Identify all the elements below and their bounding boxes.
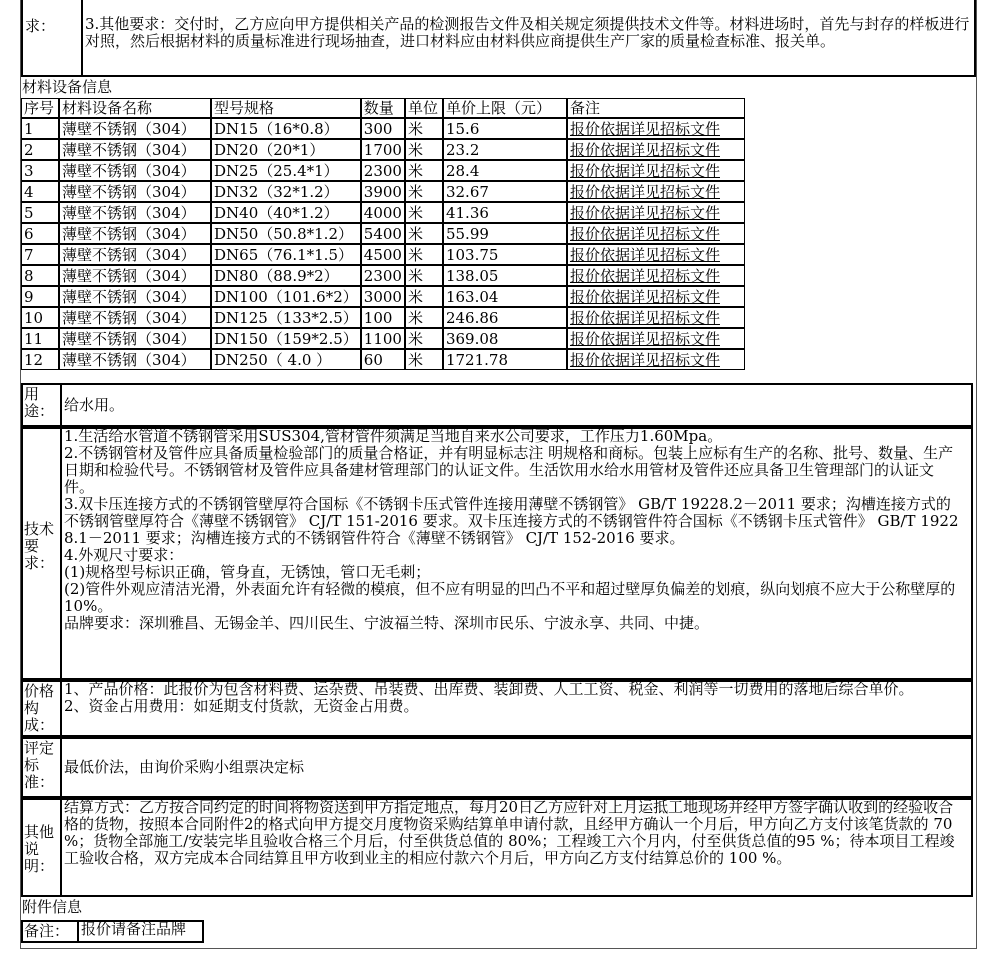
row-index: 4 [21,181,59,202]
remark-value-cell [77,920,204,943]
row-index: 12 [21,349,59,370]
row-unit: 米 [405,349,443,370]
row-index: 8 [21,265,59,286]
row-spec: DN125（133*2.5） [211,307,361,328]
row-note-link[interactable]: 报价依据详见招标文件 [567,118,745,139]
usage-section [21,383,973,427]
header-name: 材料设备名称 [59,98,211,118]
row-name: 薄壁不锈钢（304） [59,223,211,244]
materials-title: 材料设备信息 [22,78,113,96]
other-notes-cell [60,798,973,897]
attachment-title: 附件信息 [22,898,83,916]
row-qty: 100 [361,307,405,328]
remark-label: 备注： [24,922,70,940]
row-price: 103.75 [443,244,567,265]
row-name: 薄壁不锈钢（304） [59,244,211,265]
row-spec: DN15（16*0.8） [211,118,361,139]
tech-requirements-section [21,427,973,680]
row-unit: 米 [405,160,443,181]
price-line: 1、产品价格：此报价为包含材料费、运杂费、吊装费、出库费、装卸费、人工工资、税金、利润等一切费用的落地后综合单价。 [64,680,914,698]
row-price: 32.67 [443,181,567,202]
row-note-link[interactable]: 报价依据详见招标文件 [567,181,745,202]
row-name: 薄壁不锈钢（304） [59,349,211,370]
row-unit: 米 [405,181,443,202]
row-spec: DN25（25.4*1） [211,160,361,181]
header-index: 序号 [21,98,59,118]
other-requirements-text: 3.其他要求：交付时，乙方应向甲方提供相关产品的检测报告文件及相关规定须提供技术文件等。材料进场时，首先与封存的样板进行对照，然后根据材料的质量标准进行现场抽查，进口材料应由材料供应商提供生产厂家的质量检查标准、报关单。 [85,15,970,50]
table-row [21,181,745,202]
usage-text: 给水用。 [64,396,125,414]
row-price: 138.05 [443,265,567,286]
row-spec: DN40（40*1.2） [211,202,361,223]
row-note-link[interactable]: 报价依据详见招标文件 [567,307,745,328]
row-note-link[interactable]: 报价依据详见招标文件 [567,223,745,244]
row-unit: 米 [405,118,443,139]
row-note-link[interactable]: 报价依据详见招标文件 [567,328,745,349]
row-qty: 1100 [361,328,405,349]
table-row [21,286,745,307]
row-qty: 60 [361,349,405,370]
table-row [21,223,745,244]
row-price: 28.4 [443,160,567,181]
row-price: 55.99 [443,223,567,244]
row-name: 薄壁不锈钢（304） [59,265,211,286]
price-line: 2、资金占用费用：如延期支付货款，无资金占用费。 [64,697,419,715]
row-note-link[interactable]: 报价依据详见招标文件 [567,286,745,307]
row-qty: 1700 [361,139,405,160]
row-spec: DN32（32*1.2） [211,181,361,202]
row-index: 5 [21,202,59,223]
row-name: 薄壁不锈钢（304） [59,118,211,139]
row-price: 15.6 [443,118,567,139]
tech-line: 2.不锈钢管材及管件应具备质量检验部门的质量合格证，并有明显标志注 明规格和商标。包装上应标有生产的名称、批号、数量、生产日期和检验代号。不锈钢管材及管件应具备建材管理部门的认证文件。生活饮用水给水用管材及管件还应具备卫生管理部门的认证文件。 [64,444,954,496]
row-note-link[interactable]: 报价依据详见招标文件 [567,160,745,181]
price-composition-text [64,681,966,715]
header-unit: 单位 [405,98,443,118]
row-price: 163.04 [443,286,567,307]
header-spec: 型号规格 [211,98,361,118]
row-unit: 米 [405,307,443,328]
price-composition-label: 价格构成： [24,682,55,734]
row-name: 薄壁不锈钢（304） [59,160,211,181]
evaluation-standard-label: 评定标准： [24,739,55,791]
other-notes-section [21,798,973,897]
row-price: 369.08 [443,328,567,349]
row-index: 10 [21,307,59,328]
row-unit: 米 [405,328,443,349]
row-spec: DN65（76.1*1.5） [211,244,361,265]
header-note: 备注 [567,98,745,118]
row-spec: DN80（88.9*2） [211,265,361,286]
other-notes-text: 结算方式：乙方按合同约定的时间将物资送到甲方指定地点，每月20日乙方应针对上月运抵工地现场并经甲方签字确认收到的经验收合格的货物，按照本合同附件2的格式向甲方提交月度物资采购结算单申请付款，且经甲方确认一个月后，甲方向乙方支付该笔货款的 70 %；货物全部施工/安装完毕且验收合格三个月后，付至供货总值的 80%；工程竣工六个月内，付至供货总值的95 %；待本项目工程竣工验收合格，双方完成本合同结算且甲方收到业主的相应付款六个月后，甲方向乙方支付结算总价的 100 %。 [64,798,955,867]
row-qty: 300 [361,118,405,139]
table-row [21,202,745,223]
table-row [21,328,745,349]
row-index: 3 [21,160,59,181]
tech-requirements-label: 技术要求： [24,520,55,572]
price-composition-cell [60,680,973,737]
tech-line: 品牌要求：深圳雅昌、无锡金羊、四川民生、宁波福兰特、深圳市民乐、宁波永享、共同、中捷。 [64,614,710,632]
table-header-row [21,98,745,118]
row-name: 薄壁不锈钢（304） [59,181,211,202]
tech-requirements-cell [60,427,973,680]
row-index: 9 [21,286,59,307]
row-name: 薄壁不锈钢（304） [59,202,211,223]
row-spec: DN250（ 4.0 ） [211,349,361,370]
row-name: 薄壁不锈钢（304） [59,307,211,328]
row-qty: 4000 [361,202,405,223]
tech-line: (2)管件外观应清洁光滑，外表面允许有轻微的模痕，但不应有明显的凹凸不平和超过壁厚负偏差的划痕，纵向划痕不应大于公称壁厚的10%。 [64,580,956,615]
row-qty: 4500 [361,244,405,265]
row-qty: 5400 [361,223,405,244]
row-qty: 3900 [361,181,405,202]
row-note-link[interactable]: 报价依据详见招标文件 [567,349,745,370]
row-price: 246.86 [443,307,567,328]
table-row [21,118,745,139]
remark-value: 报价请备注品牌 [81,920,187,938]
evaluation-standard-text: 最低价法，由询价采购小组票决定标 [64,758,305,776]
row-unit: 米 [405,139,443,160]
table-row [21,160,745,181]
header-price: 单价上限（元） [443,98,567,118]
tech-line: 4.外观尺寸要求： [64,546,184,564]
evaluation-standard-section [21,737,973,798]
header-qty: 数量 [361,98,405,118]
tech-line: (1)规格型号标识正确，管身直，无锈蚀，管口无毛刺； [64,563,431,581]
usage-label: 用途： [24,385,55,420]
row-qty: 2300 [361,160,405,181]
row-unit: 米 [405,286,443,307]
row-name: 薄壁不锈钢（304） [59,286,211,307]
table-row [21,307,745,328]
row-unit: 米 [405,223,443,244]
row-unit: 米 [405,244,443,265]
other-requirements-cell [81,0,976,77]
tech-requirements-text [64,428,959,632]
row-note-link[interactable]: 报价依据详见招标文件 [567,265,745,286]
table-row [21,244,745,265]
row-unit: 米 [405,202,443,223]
row-index: 6 [21,223,59,244]
row-price: 23.2 [443,139,567,160]
tech-line: 1.生活给水管道不锈钢管采用SUS304,管材管件须满足当地自来水公司要求，工作压力1.60Mpa。 [64,427,723,445]
row-index: 7 [21,244,59,265]
row-price: 1721.78 [443,349,567,370]
row-price: 41.36 [443,202,567,223]
usage-cell [60,383,973,427]
row-qty: 3000 [361,286,405,307]
evaluation-standard-cell [60,737,973,798]
row-spec: DN100（101.6*2） [211,286,361,307]
row-note-link[interactable]: 报价依据详见招标文件 [567,139,745,160]
row-index: 1 [21,118,59,139]
row-unit: 米 [405,265,443,286]
row-note-link[interactable]: 报价依据详见招标文件 [567,202,745,223]
price-composition-section [21,680,973,737]
row-name: 薄壁不锈钢（304） [59,139,211,160]
materials-table [21,98,745,370]
table-row [21,139,745,160]
other-notes-label: 其他说明： [24,823,55,875]
row-spec: DN150（159*2.5） [211,328,361,349]
table-row [21,349,745,370]
row-spec: DN50（50.8*1.2） [211,223,361,244]
tech-line: 3.双卡压连接方式的不锈钢管壁厚符合国标《不锈钢卡压式管件连接用薄壁不锈钢管》 GB/T 19228.2－2011 要求；沟槽连接方式的不锈钢管壁厚符合《薄壁不锈钢管》 CJ/T 151-2016 要求。双卡压连接方式的不锈钢管件符合国标《不锈钢卡压式管件》 GB/T 19228.1－2011 要求；沟槽连接方式的不锈钢管件符合《薄壁不锈钢管》 CJ/T 152-2016 要求。 [64,495,959,547]
other-requirements-section [21,0,976,77]
row-spec: DN20（20*1） [211,139,361,160]
table-row [21,265,745,286]
row-name: 薄壁不锈钢（304） [59,328,211,349]
other-requirements-label: 求： [25,17,56,35]
remark-box [21,920,204,943]
row-qty: 2300 [361,265,405,286]
row-index: 11 [21,328,59,349]
row-note-link[interactable]: 报价依据详见招标文件 [567,244,745,265]
row-index: 2 [21,139,59,160]
